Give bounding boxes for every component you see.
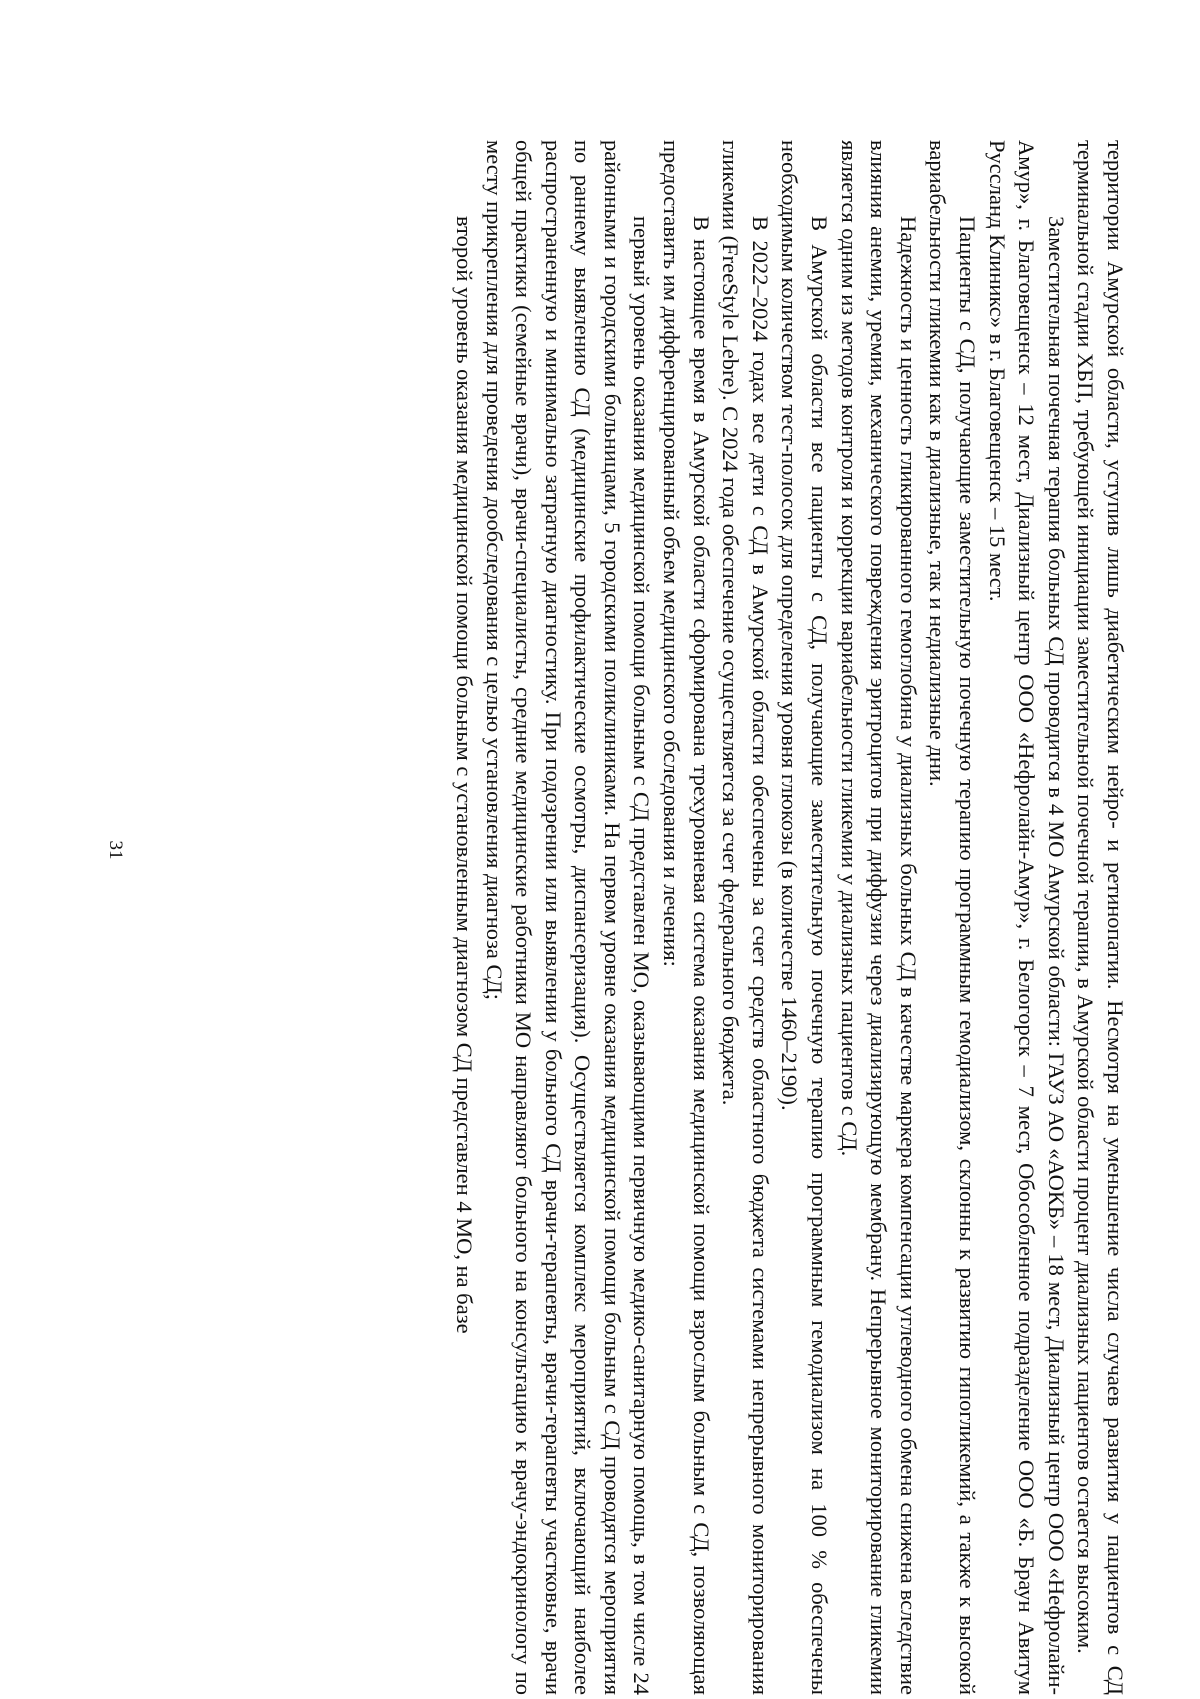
rotated-text-block <box>190 140 1130 1695</box>
page-number: 31 <box>105 840 126 860</box>
paragraph: Надежность и ценность гликированного гемоглобина у диализных больных СД в качестве маркера компенсации углеводного обмена снижена вследствие влияния анемии, уремии, механического повреждения эритроцитов при диффузии через диализирующую мембрану. Непрерывное мониторирование гликемии является одним из методов контроля и коррекции вариабельности гликемии у диализных пациентов с СД. <box>836 140 921 1695</box>
paragraph: Заместительная почечная терапия больных СД проводится в 4 МО Амурской области: ГАУЗ АО «АОКБ» – 18 мест, Диализный центр ООО «Нефролайн-Амур», г. Благовещенск – 12 мест, Диализный центр ООО «Нефролайн-Амур», г. Белогорск – 7 мест, Обособленное подразделение ООО «Б. Браун Авитум Руссланд Клиникс» в г. Благовещенск – 15 мест. <box>984 140 1069 1695</box>
paragraph: территории Амурской области, уступив лишь диабетическим нейро- и ретинопатии. Несмотря на уменьшение числа случаев развития у пациентов с СД терминальной стадии ХБП, требующей инициации заместительной почечной терапии, в Амурской области процент диализных пациентов остается высоким. <box>1073 140 1128 1695</box>
paragraph: Пациенты с СД, получающие заместительную почечную терапию программным гемодиализом, склонны к развитию гипогликемий, а также к высокой вариабельности гликемии как в диализные, так и недиализные дни. <box>925 140 981 1695</box>
paragraph: В настоящее время в Амурской области сформирована трехуровневая система оказания медицинской помощи взрослым больным с СД, позволяющая предоставить им дифференцированный объем медицинского обследования и лечения: <box>659 140 714 1695</box>
paragraph: В Амурской области все пациенты с СД, получающие заместительную почечную терапию программным гемодиализом на 100 % обеспечены необходимым количеством тест-полосок для определения уровня глюкозы (в количестве 1460–2190). <box>777 140 833 1695</box>
paragraph: второй уровень оказания медицинской помощи больным с установленным диагнозом СД представлен 4 МО, на базе <box>451 216 477 1334</box>
paragraph: В 2022–2024 годах все дети с СД в Амурской области обеспечены за счет средств областного бюджета системами непрерывного мониторирования гликемии (FreeStyle Lebre). С 2024 года обеспечение осуществляется за счет федерального бюджета. <box>718 140 773 1695</box>
paragraph: первый уровень оказания медицинской помощи больным с СД представлен МО, оказывающими первичную медико-санитарную помощь, в том числе 24 районными и городскими больницами, 5 городскими поликлиниками. На первом уровне оказания медицинской помощи больным с СД проводятся мероприятия по раннему выявлению СД (медицинские профилактические осмотры, диспансеризация). Осуществляется комплекс мероприятий, включающий наиболее распространенную и минимально затратную диагностику. При подозрении или выявлении у больного СД врачи-терапевты, врачи-терапевты участковые, врачи общей практики (семейные врачи), врачи-специалисты, средние медицинские работники МО направляют больного на консультацию к врачу-эндокринологу по месту прикрепления для проведения дообследования с целью установления диагноза СД; <box>481 140 655 1695</box>
